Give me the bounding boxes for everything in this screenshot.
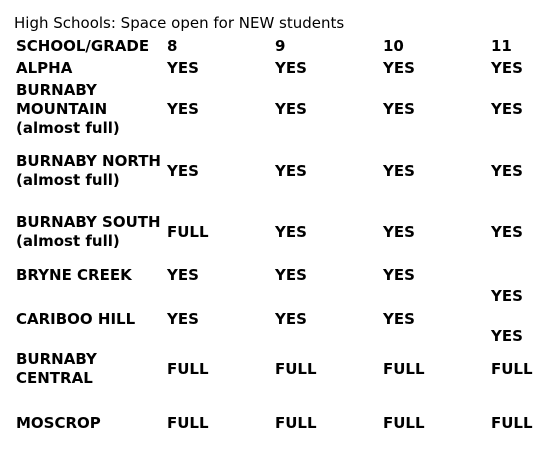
grade-10-status: YES bbox=[383, 310, 415, 328]
grade-9-status: YES bbox=[275, 310, 307, 328]
grade-10-status: FULL bbox=[383, 413, 425, 432]
school-name: BURNABY SOUTH (almost full) bbox=[16, 213, 161, 250]
table-header-row bbox=[16, 36, 548, 57]
grade-9-status: YES bbox=[275, 266, 307, 284]
grade-9-status: YES bbox=[275, 58, 307, 77]
table-row bbox=[16, 306, 548, 346]
grade-10-status: YES bbox=[383, 161, 415, 180]
grade-9-status: FULL bbox=[275, 359, 317, 378]
school-name: CARIBOO HILL bbox=[16, 310, 136, 328]
school-name: MOSCROP bbox=[16, 413, 101, 432]
table-row bbox=[16, 79, 548, 140]
grade-10-status: FULL bbox=[383, 359, 425, 378]
grade-9-status: YES bbox=[275, 100, 307, 118]
grade-11-status: YES bbox=[491, 161, 523, 180]
school-name: BURNABY CENTRAL bbox=[16, 350, 97, 387]
grade-11-status: YES bbox=[491, 327, 523, 345]
grade-10-status: YES bbox=[383, 266, 415, 284]
grade-8-status: YES bbox=[167, 58, 199, 77]
header-grade-8: 8 bbox=[167, 37, 178, 55]
table-row bbox=[16, 140, 548, 202]
header-grade-10: 10 bbox=[383, 37, 404, 55]
header-grade-9: 9 bbox=[275, 37, 286, 55]
grade-10-status: YES bbox=[383, 100, 415, 118]
school-name: BURNABY MOUNTAIN (almost full) bbox=[16, 81, 120, 137]
grade-8-status: FULL bbox=[167, 413, 209, 432]
grade-11-status: YES bbox=[491, 100, 523, 118]
grade-11-status: YES bbox=[491, 58, 523, 77]
table-row bbox=[16, 57, 548, 79]
header-grade-11: 11 bbox=[491, 37, 512, 55]
grade-8-status: FULL bbox=[167, 359, 209, 378]
table-row bbox=[16, 392, 548, 454]
grade-8-status: YES bbox=[167, 310, 199, 328]
grade-11-status: FULL bbox=[491, 413, 533, 432]
grade-10-status: YES bbox=[383, 58, 415, 77]
grade-9-status: YES bbox=[275, 222, 307, 241]
page-title: High Schools: Space open for NEW students bbox=[14, 14, 345, 32]
grade-9-status: YES bbox=[275, 161, 307, 180]
grade-11-status: YES bbox=[491, 287, 523, 305]
grade-9-status: FULL bbox=[275, 413, 317, 432]
school-name: BURNABY NORTH (almost full) bbox=[16, 152, 161, 189]
school-name: BRYNE CREEK bbox=[16, 266, 132, 284]
grade-8-status: YES bbox=[167, 161, 199, 180]
header-school-grade: SCHOOL/GRADE bbox=[16, 37, 150, 55]
grade-11-status: YES bbox=[491, 222, 523, 241]
grade-8-status: YES bbox=[167, 266, 199, 284]
table-row bbox=[16, 262, 548, 306]
school-availability-table bbox=[16, 36, 548, 454]
table-row bbox=[16, 202, 548, 262]
school-name: ALPHA bbox=[16, 58, 73, 77]
table-row bbox=[16, 346, 548, 392]
grade-11-status: FULL bbox=[491, 359, 533, 378]
grade-8-status: YES bbox=[167, 100, 199, 118]
grade-10-status: YES bbox=[383, 222, 415, 241]
grade-8-status: FULL bbox=[167, 222, 209, 241]
